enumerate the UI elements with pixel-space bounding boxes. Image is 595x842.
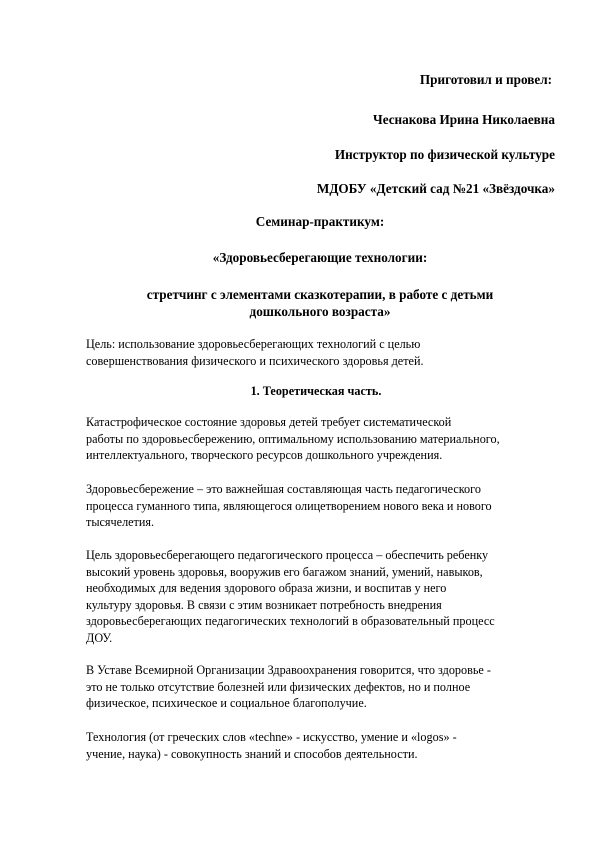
paragraph-1-line: работы по здоровьесбережению, оптимальному использованию материального,: [86, 431, 500, 446]
organization-name: МДОБУ «Детский сад №21 «Звёздочка»: [316, 181, 555, 196]
topic-title-line-3: дошкольного возраста»: [249, 304, 391, 319]
paragraph-5-line: учение, наука) - совокупность знаний и способов деятельности.: [86, 746, 418, 761]
paragraph-4-line: физическое, психическое и социальное благополучие.: [86, 696, 367, 711]
paragraph-1: [86, 414, 566, 464]
paragraph-2-line: Здоровьесбережение – это важнейшая составляющая часть педагогического: [86, 482, 481, 496]
goal-paragraph: [86, 336, 566, 369]
paragraph-4-line: В Уставе Всемирной Организации Здравоохранения говорится, что здоровье -: [86, 663, 491, 677]
paragraph-3-line: Цель здоровьесберегающего педагогического процесса – обеспечить ребенку: [86, 548, 489, 562]
paragraph-1-line: интеллектуального, творческого ресурсов дошкольного учреждения.: [86, 448, 443, 463]
paragraph-4-line: это не только отсутствие болезней или физических дефектов, но и полное: [86, 679, 471, 694]
paragraph-5: [86, 729, 566, 762]
paragraph-3-line: ДОУ.: [86, 630, 113, 645]
paragraph-3-line: высокий уровень здоровья, вооружив его багажом знаний, умений, навыков,: [86, 564, 483, 579]
paragraph-3-line: культуру здоровья. В связи с этим возникает потребность внедрения: [86, 597, 442, 612]
seminar-label: Семинар-практикум:: [255, 214, 385, 229]
author-name: Чеснакова Ирина Николаевна: [373, 112, 555, 127]
paragraph-3: [86, 547, 566, 647]
goal-line-1: Цель: использование здоровьесберегающих технологий с целью: [86, 337, 421, 351]
paragraph-5-line: Технология (от греческих слов «techne» - искусство, умение и «logos» -: [86, 730, 457, 744]
paragraph-2-line: процесса гуманного типа, являющегося олицетворением нового века и нового: [86, 498, 492, 513]
goal-line-2: совершенствования физического и психического здоровья детей.: [86, 353, 424, 368]
topic-title-line-1: «Здоровьесберегающие технологии:: [212, 250, 428, 265]
topic-title-line-2: стретчинг с элементами сказкотерапии, в работе с детьми: [146, 287, 494, 302]
paragraph-4: [86, 662, 566, 712]
author-position: Инструктор по физической культуре: [334, 147, 555, 162]
paragraph-2: [86, 481, 566, 531]
paragraph-2-line: тысячелетия.: [86, 515, 155, 530]
paragraph-3-line: необходимых для ведения здорового образа жизни, и воспитав у него: [86, 581, 447, 596]
paragraph-3-line: здоровьесберегающих педагогических технологий в образовательный процесс: [86, 614, 495, 629]
prepared-by-label: Приготовил и провел:: [419, 72, 552, 87]
paragraph-1-line: Катастрофическое состояние здоровья детей требует систематической: [86, 415, 452, 429]
section-heading-theory: 1. Теоретическая часть.: [250, 384, 382, 398]
